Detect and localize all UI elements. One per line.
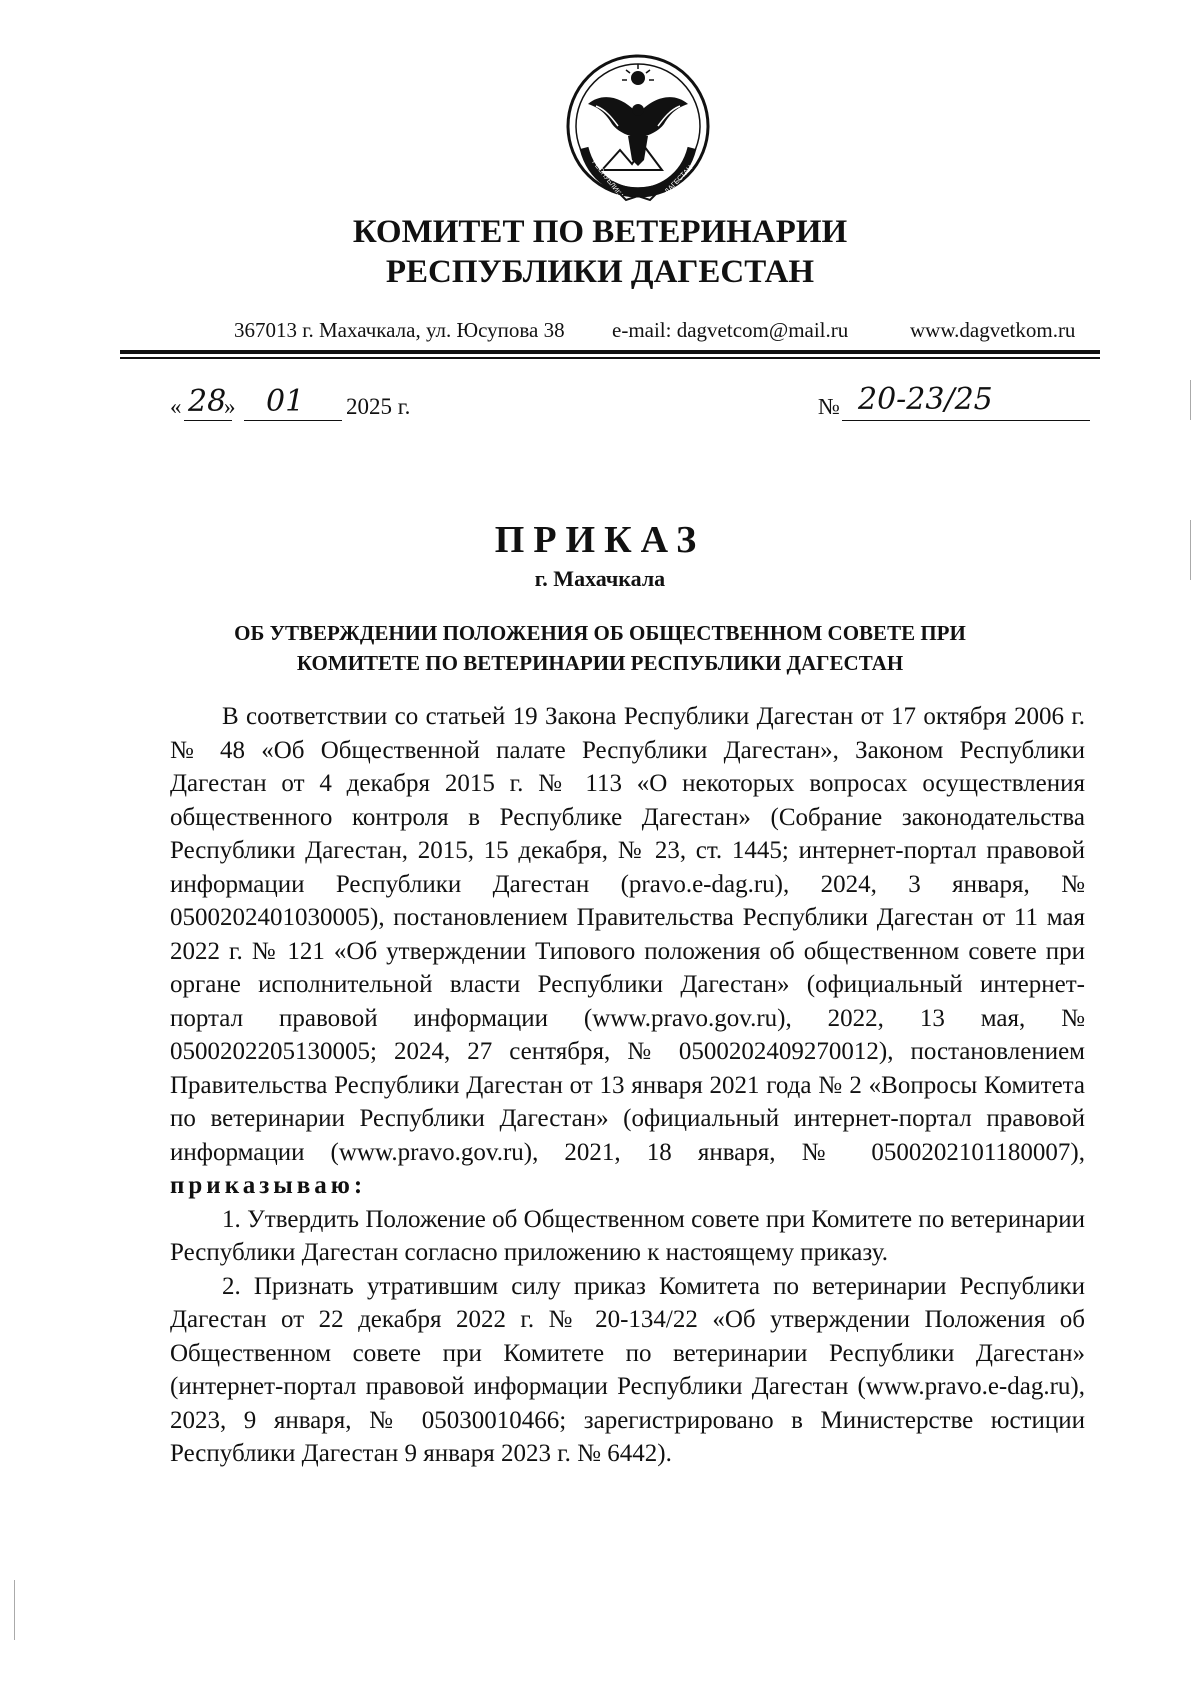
organization-website: www.dagvetkom.ru <box>910 318 1076 342</box>
scan-margin-mark <box>1190 380 1191 420</box>
organization-name-line1: КОМИТЕТ ПО ВЕТЕРИНАРИИ <box>352 214 848 250</box>
organization-email: e-mail: dagvetcom@mail.ru <box>612 318 849 342</box>
document-body <box>170 700 1085 1471</box>
date-day-handwritten: 28 <box>188 384 227 419</box>
scan-margin-mark <box>1190 520 1191 580</box>
order-word: приказываю: <box>170 1172 367 1199</box>
header-divider-thin <box>120 357 1100 359</box>
subject-line2: КОМИТЕТЕ ПО ВЕТЕРИНАРИИ РЕСПУБЛИКИ ДАГЕСТАН <box>296 651 904 675</box>
preamble-paragraph <box>170 700 1085 1203</box>
order-item-1: 1. Утвердить Положение об Общественном совете при Комитете по ветеринарии Республики Дагестан согласно приложению к настоящему приказу. <box>170 1205 1085 1266</box>
document-number-underline <box>842 420 1090 421</box>
scan-margin-mark <box>14 1580 15 1640</box>
preamble-text: В соответствии со статьей 19 Закона Республики Дагестан от 17 октября 2006 г. № 48 «Об Общественной палате Республики Дагестан», Законом Республики Дагестан от 4 декабря 2015 г. № 113 «О некоторых вопросах осуществления общественного контроля в Республике Дагестан» (Собрание законодательства Республики Дагестан, 2015, 15 декабря, № 23, ст. 1445; интернет-портал правовой информации Республики Дагестан (pravo.e-dag.ru), 2024, 3 января, № 0500202401030005), постановлением Правительства Республики Дагестан от 11 мая 2022 г. № 121 «Об утверждении Типового положения об общественном совете при органе исполнительной власти Республики Дагестан» (официальный интернет-портал правовой информации (www.pravo.gov.ru), 2022, 13 мая, № 0500202205130005; 2024, 27 сентября, № 0500202409270012), постановлением Правительства Республики Дагестан от 13 января 2021 года № 2 «Вопросы Комитета по ветеринарии Республики Дагестан» (официальный интернет-портал правовой информации (www.pravo.gov.ru), 2021, 18 января, № 0500202101180007), <box>170 703 1085 1166</box>
dagestan-coat-of-arms-icon <box>562 52 714 202</box>
document-number-handwritten: 20-23/25 <box>858 382 993 417</box>
header-divider-thick <box>120 350 1100 354</box>
emblem-ribbon-right: ДАГЕСТАН <box>663 164 695 196</box>
date-day-underline <box>184 420 232 421</box>
document-city: г. Махачкала <box>534 566 666 591</box>
organization-address: 367013 г. Махачкала, ул. Юсупова 38 <box>234 318 565 342</box>
order-item-2: 2. Признать утратившим силу приказ Комитета по ветеринарии Республики Дагестан от 22 декабря 2022 г. № 20-134/22 «Об утверждении Положения об Общественном совете при Комитете по ветеринарии Республики Дагестан» (интернет-портал правовой информации Республики Дагестан (www.pravo.e-dag.ru), 2023, 9 января, № 05030010466; зарегистрировано в Министерстве юстиции Республики Дагестан 9 января 2023 г. № 6442). <box>170 1272 1085 1467</box>
document-subject <box>150 618 1050 678</box>
date-quote-open: « <box>170 394 182 419</box>
organization-name-line2: РЕСПУБЛИКИ ДАГЕСТАН <box>385 254 815 290</box>
date-year: 2025 г. <box>346 394 411 419</box>
date-month-handwritten: 01 <box>266 384 305 419</box>
date-number-line <box>170 382 1070 430</box>
document-number-prefix: № <box>818 394 840 419</box>
document-title: ПРИКАЗ <box>494 519 706 561</box>
date-quote-close: » <box>224 394 236 419</box>
date-month-underline <box>244 420 342 421</box>
subject-line1: ОБ УТВЕРЖДЕНИИ ПОЛОЖЕНИЯ ОБ ОБЩЕСТВЕННОМ СОВЕТЕ ПРИ <box>234 621 966 645</box>
emblem-ribbon-left: РЕСПУБЛИКА <box>590 159 625 201</box>
